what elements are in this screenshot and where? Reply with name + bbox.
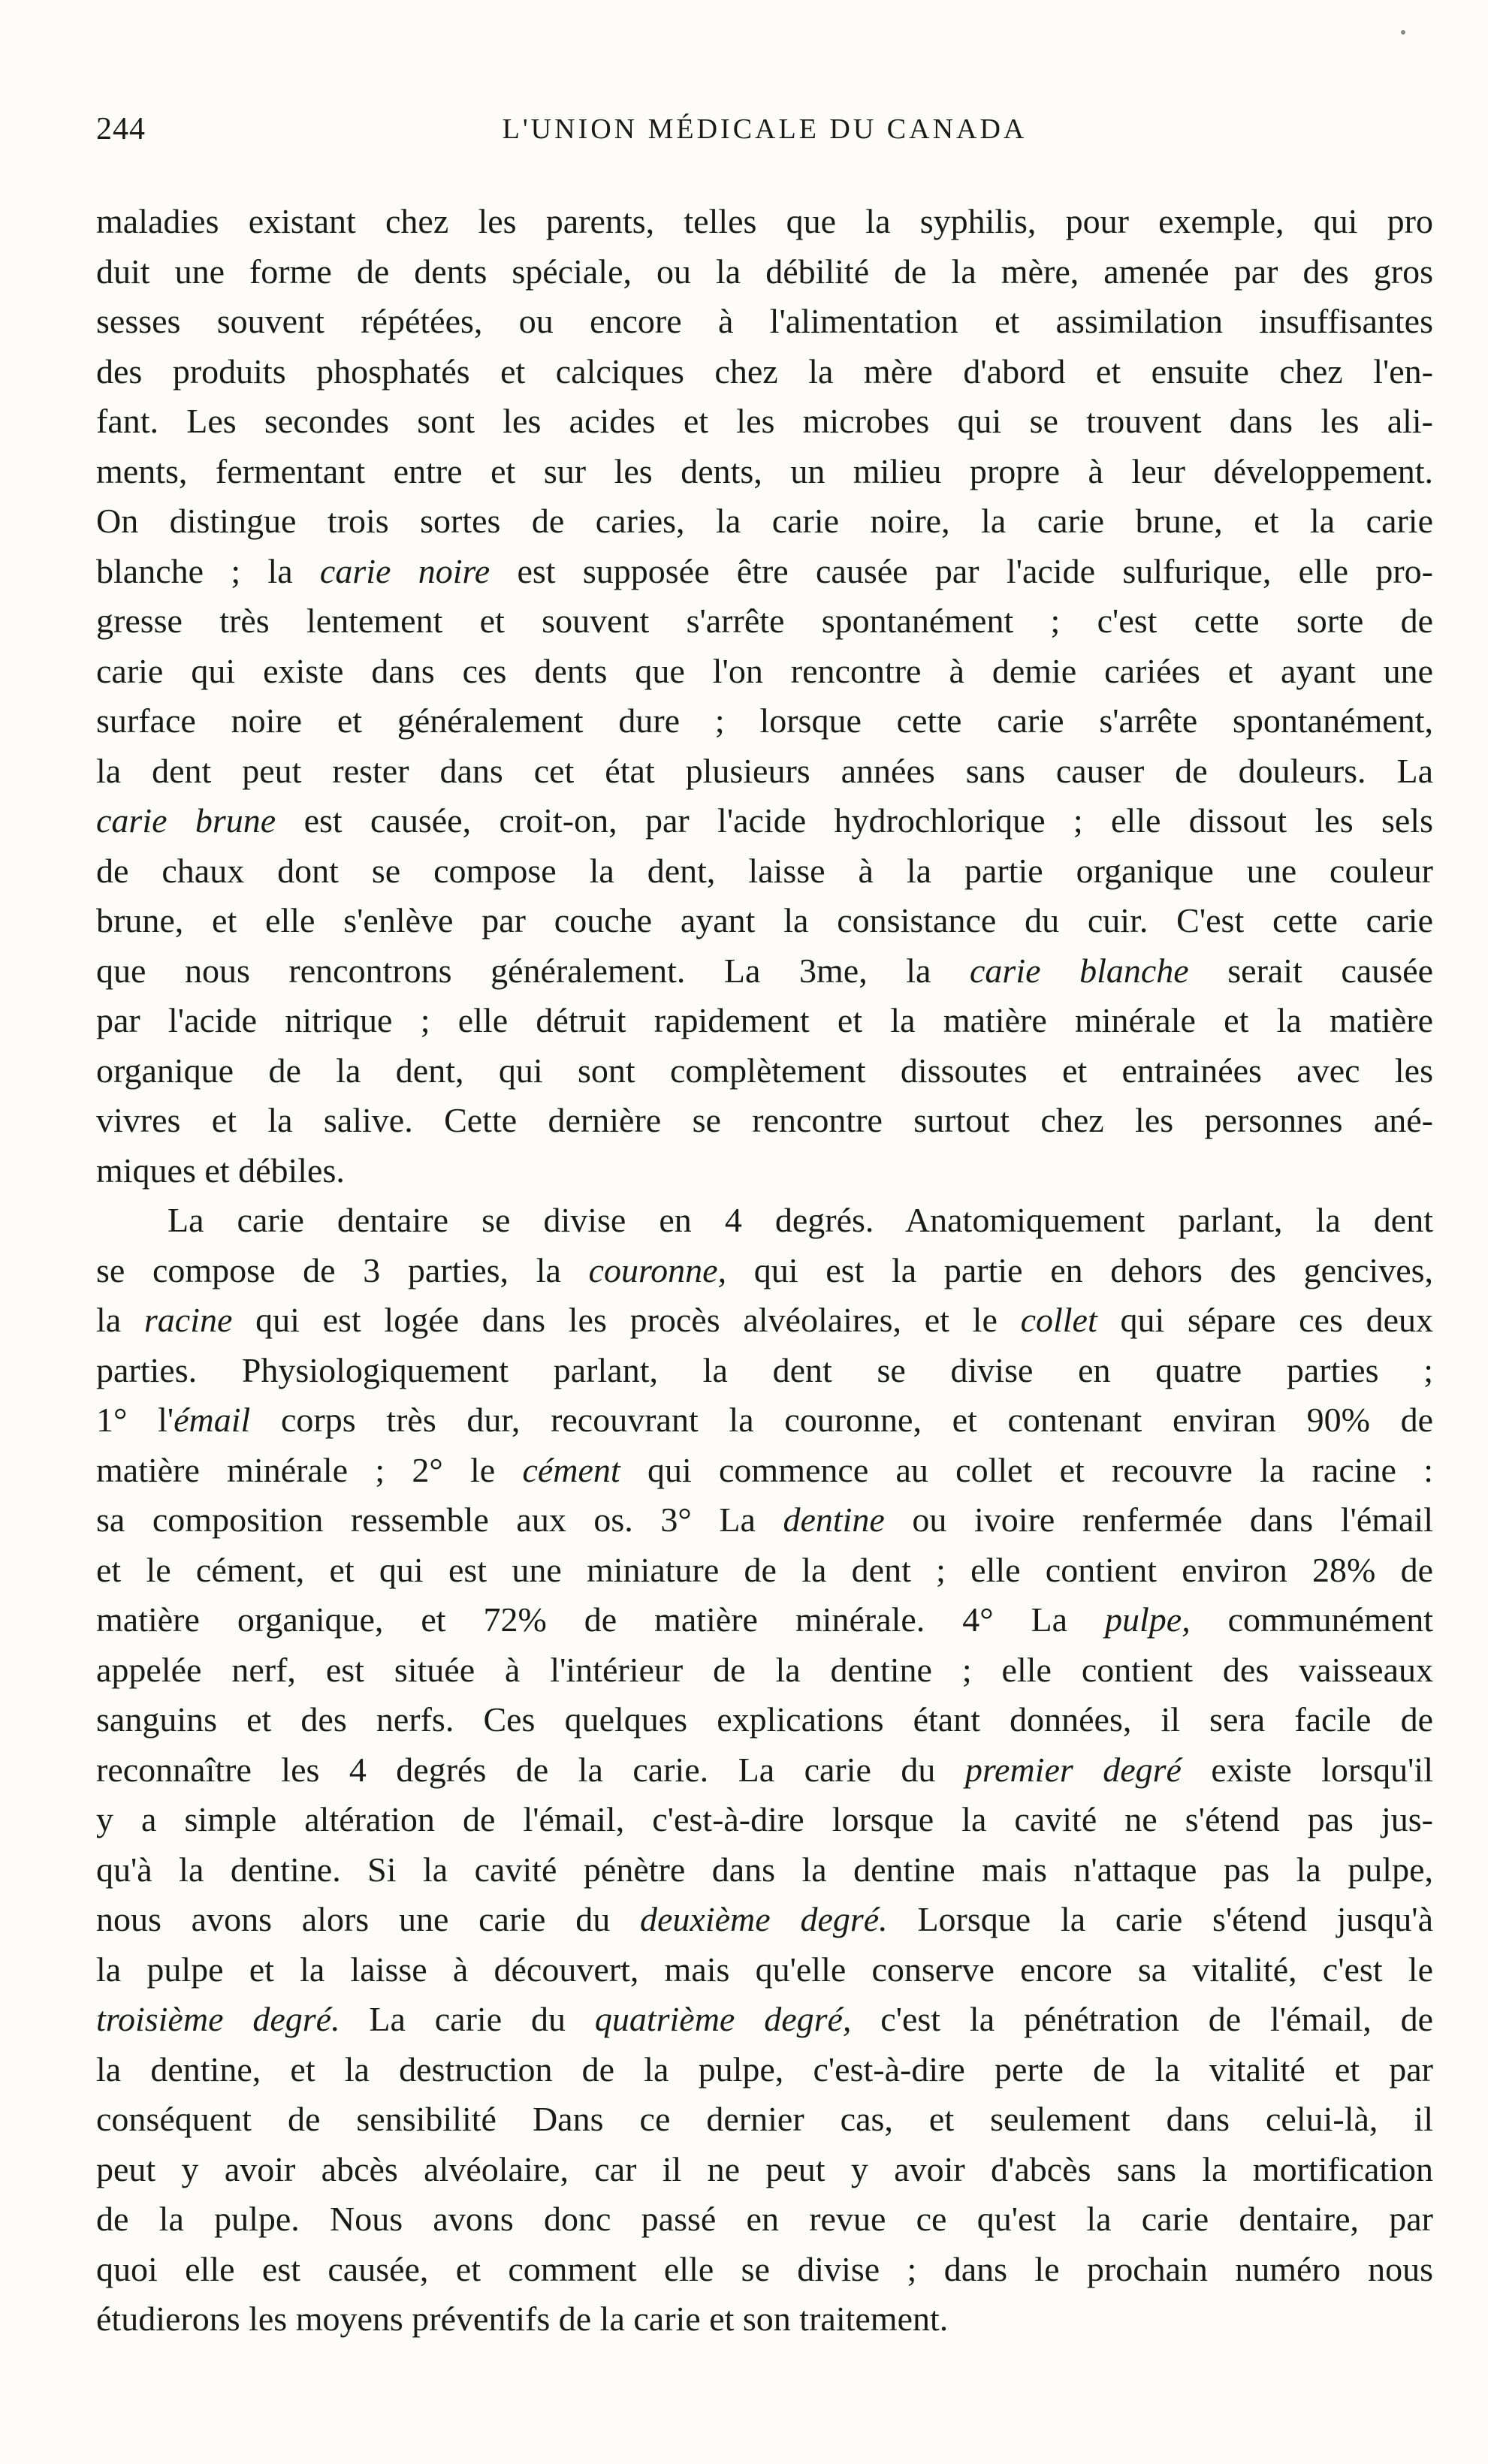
text-run: appelée nerf, est située à l'intérieur de la dentine ; elle contient des vaisseaux <box>96 1650 1433 1689</box>
text-run: qui commence au collet et recouvre la racine : <box>620 1450 1433 1489</box>
text-line <box>96 1096 1433 1146</box>
text-line <box>96 397 1433 447</box>
text-run: qui est la partie en dehors des gencives, <box>726 1250 1434 1289</box>
text-line <box>96 1546 1433 1596</box>
text-run: serait causée <box>1188 951 1433 990</box>
text-run: la dent peut rester dans cet état plusieurs années sans causer de douleurs. La <box>96 751 1433 790</box>
text-run: nous avons alors une carie du <box>96 1900 641 1938</box>
text-line <box>96 1495 1433 1546</box>
text-run: sa composition ressemble aux os. 3° La <box>96 1500 783 1539</box>
running-head: L'UNION MÉDICALE DU CANADA <box>502 113 1028 145</box>
text-run: qui est logée dans les procès alvéolaires, et le <box>232 1301 1021 1339</box>
italic-term: carie brune <box>96 801 276 840</box>
text-run: c'est la pénétration de l'émail, de <box>851 2000 1433 2038</box>
text-line <box>96 946 1433 997</box>
paragraph <box>96 197 1433 1196</box>
text-run: brune, et elle s'enlève par couche ayant la consistance du cuir. C'est cette carie <box>96 901 1433 939</box>
text-run: est supposée être causée par l'acide sulfurique, elle pro- <box>490 551 1433 590</box>
text-line <box>96 1046 1433 1096</box>
text-run: fant. Les secondes sont les acides et les microbes qui se trouvent dans les ali- <box>96 402 1433 440</box>
text-run: organique de la dent, qui sont complètement dissoutes et entrainées avec les <box>96 1051 1433 1090</box>
text-line <box>96 796 1433 846</box>
text-line <box>96 1645 1433 1696</box>
page-number: 244 <box>96 112 146 146</box>
text-run: matière organique, et 72% de matière minérale. 4° La <box>96 1600 1105 1639</box>
text-line <box>96 1395 1433 1446</box>
italic-term: dentine <box>783 1500 885 1539</box>
text-line <box>96 647 1433 697</box>
text-line <box>96 1295 1433 1346</box>
text-run: et le cément, et qui est une miniature de la dent ; elle contient environ 28% de <box>96 1550 1433 1589</box>
text-run: ments, fermentant entre et sur les dents, un milieu propre à leur développement. <box>96 451 1433 490</box>
text-run: la dentine, et la destruction de la pulpe, c'est-à-dire perte de la vitalité et par <box>96 2049 1433 2089</box>
text-run: y a simple altération de l'émail, c'est-à-dire lorsque la cavité ne s'étend pas jus- <box>96 1800 1433 1838</box>
text-run: On distingue trois sortes de caries, la carie noire, la carie brune, et la carie <box>96 502 1433 540</box>
text-run: carie qui existe dans ces dents que l'on rencontre à demie cariées et ayant une <box>96 651 1433 690</box>
text-line <box>96 1146 1433 1196</box>
text-run: ou ivoire renfermée dans l'émail <box>884 1500 1433 1539</box>
text-line <box>96 2045 1433 2095</box>
text-line <box>96 846 1433 897</box>
text-line <box>96 1895 1433 1945</box>
italic-term: troisième degré. <box>96 2000 340 2038</box>
text-run: est causée, croit-on, par l'acide hydrochlorique ; elle dissout les sels <box>276 801 1433 840</box>
text-run: étudierons les moyens préventifs de la carie et son traitement. <box>96 2300 949 2338</box>
italic-term: quatrième degré, <box>594 2000 852 2038</box>
text-run: par l'acide nitrique ; elle détruit rapidement et la matière minérale et la matière <box>96 1001 1433 1039</box>
text-run: quoi elle est causée, et comment elle se divise ; dans le prochain numéro nous <box>96 2249 1433 2288</box>
text-run: des produits phosphatés et calciques chez la mère d'abord et ensuite chez l'en- <box>96 351 1433 391</box>
text-run: qu'à la dentine. Si la cavité pénètre dans la dentine mais n'attaque pas la pulpe, <box>96 1850 1433 1889</box>
text-line <box>96 2294 1433 2345</box>
text-run: de chaux dont se compose la dent, laisse à la partie organique une couleur <box>96 851 1433 890</box>
italic-term: cément <box>522 1450 620 1489</box>
text-line <box>96 447 1433 497</box>
text-line <box>96 1845 1433 1896</box>
text-run: communément <box>1190 1600 1433 1639</box>
scan-speck <box>1401 30 1405 35</box>
text-line <box>96 1246 1433 1296</box>
text-line <box>96 1795 1433 1845</box>
text-run: la pulpe et la laisse à découvert, mais qu'elle conserve encore sa vitalité, c'est le <box>96 1950 1433 1989</box>
text-line <box>96 1745 1433 1796</box>
text-line <box>96 596 1433 647</box>
text-line <box>96 996 1433 1046</box>
italic-term: racine <box>143 1301 233 1339</box>
text-run: la <box>96 1301 144 1339</box>
text-run: parties. Physiologiquement parlant, la dent se divise en quatre parties ; <box>96 1350 1433 1389</box>
text-run: conséquent de sensibilité Dans ce dernier cas, et seulement dans celui-là, il <box>96 2100 1433 2138</box>
text-run: La carie dentaire se divise en 4 degrés. Anatomiquement parlant, la dent <box>168 1201 1433 1239</box>
text-run: peut y avoir abcès alvéolaire, car il ne peut y avoir d'abcès sans la mortification <box>96 2149 1433 2188</box>
text-line <box>96 1346 1433 1396</box>
text-run: sanguins et des nerfs. Ces quelques explications étant données, il sera facile de <box>96 1700 1433 1739</box>
text-run: maladies existant chez les parents, telles que la syphilis, pour exemple, qui pro <box>96 202 1433 240</box>
text-run: miques et débiles. <box>96 1151 345 1190</box>
text-line <box>96 347 1433 397</box>
text-run: reconnaître les 4 degrés de la carie. La carie du <box>96 1750 965 1789</box>
text-line <box>96 2245 1433 2295</box>
text-line <box>96 696 1433 746</box>
text-run: Lorsque la carie s'étend jusqu'à <box>887 1900 1433 1938</box>
text-line <box>96 297 1433 347</box>
text-run: sesses souvent répétées, ou encore à l'alimentation et assimilation insuffisantes <box>96 302 1433 340</box>
text-line <box>96 1695 1433 1745</box>
text-run: 1° l' <box>96 1401 174 1439</box>
italic-term: émail <box>174 1401 251 1439</box>
body-text <box>96 197 1433 2345</box>
text-line <box>96 2095 1433 2145</box>
paragraph <box>96 1196 1433 2345</box>
italic-term: pulpe, <box>1105 1600 1191 1639</box>
text-line <box>96 1196 1433 1246</box>
italic-term: couronne, <box>588 1250 727 1289</box>
text-run: que nous rencontrons généralement. La 3me, la <box>96 951 970 990</box>
text-run: gresse très lentement et souvent s'arrête spontanément ; c'est cette sorte de <box>96 602 1433 640</box>
text-run: surface noire et généralement dure ; lorsque cette carie s'arrête spontanément, <box>96 701 1433 740</box>
text-line <box>96 1995 1433 2045</box>
text-run: vivres et la salive. Cette dernière se rencontre surtout chez les personnes ané- <box>96 1101 1433 1139</box>
text-run: qui sépare ces deux <box>1097 1301 1433 1339</box>
text-line <box>96 496 1433 547</box>
text-line <box>96 1595 1433 1645</box>
text-run: La carie du <box>340 2000 595 2038</box>
text-line <box>96 2145 1433 2195</box>
italic-term: premier degré <box>964 1750 1182 1789</box>
italic-term: carie blanche <box>970 951 1189 990</box>
text-run: blanche ; la <box>96 551 320 590</box>
text-line <box>96 746 1433 797</box>
italic-term: carie noire <box>319 551 490 590</box>
text-run: de la pulpe. Nous avons donc passé en revue ce qu'est la carie dentaire, par <box>96 2200 1433 2238</box>
text-line <box>96 247 1433 297</box>
page-header <box>96 111 1433 156</box>
text-run: duit une forme de dents spéciale, ou la débilité de la mère, amenée par des gros <box>96 252 1433 291</box>
text-run: se compose de 3 parties, la <box>96 1250 589 1289</box>
text-run: existe lorsqu'il <box>1181 1750 1433 1789</box>
text-run: corps très dur, recouvrant la couronne, et contenant enviran 90% de <box>250 1401 1433 1439</box>
text-line <box>96 2194 1433 2245</box>
italic-term: collet <box>1020 1301 1097 1339</box>
text-line <box>96 896 1433 946</box>
text-line <box>96 547 1433 597</box>
text-run: matière minérale ; 2° le <box>96 1450 523 1489</box>
text-line <box>96 1945 1433 1995</box>
text-line <box>96 1446 1433 1496</box>
italic-term: deuxième degré. <box>640 1900 888 1938</box>
text-line <box>96 197 1433 247</box>
